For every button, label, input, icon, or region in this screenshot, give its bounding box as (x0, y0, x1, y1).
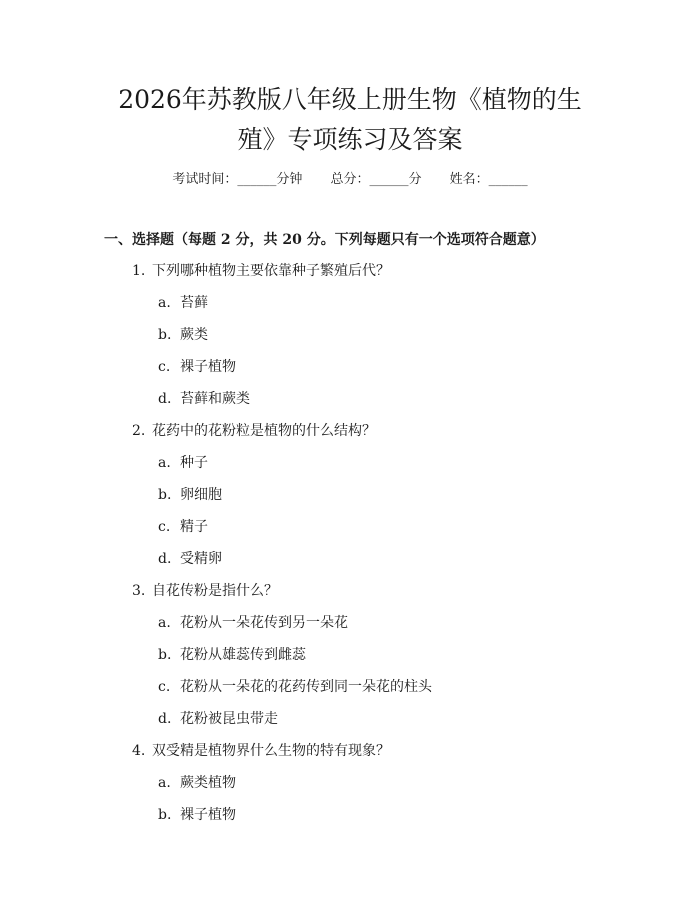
option-text: 蕨类 (180, 327, 208, 343)
option-text: 精子 (180, 519, 208, 535)
question-2-option-a (158, 452, 208, 472)
option-text: 裸子植物 (180, 359, 236, 375)
option-text: 裸子植物 (180, 807, 236, 823)
option-letter: a. (158, 295, 171, 311)
question-2-option-b (158, 484, 222, 504)
option-text: 花粉从一朵花传到另一朵花 (180, 615, 348, 631)
question-text: 自花传粉是指什么？ (152, 583, 278, 599)
exam-time: 考试时间：______分钟 (172, 172, 303, 187)
option-text: 卵细胞 (180, 487, 222, 503)
document-title (60, 80, 640, 160)
question-text: 花药中的花粉粒是植物的什么结构？ (152, 423, 376, 439)
question-number: 3. (132, 583, 146, 599)
option-text: 花粉被昆虫带走 (180, 711, 278, 727)
section-heading: 一、选择题（每题 2 分，共 20 分。下列每题只有一个选项符合题意） (104, 232, 545, 248)
question-number: 2. (132, 423, 146, 439)
question-text: 双受精是植物界什么生物的特有现象？ (152, 743, 390, 759)
option-text: 花粉从雄蕊传到雌蕊 (180, 647, 306, 663)
question-1 (132, 260, 390, 280)
option-letter: c. (158, 359, 171, 375)
question-number: 1. (132, 263, 146, 279)
option-letter: b. (158, 487, 172, 503)
option-text: 苔藓和蕨类 (180, 391, 250, 407)
total-score: 总分：______分 (330, 172, 422, 187)
student-name: 姓名：______ (449, 172, 528, 187)
option-letter: d. (158, 711, 172, 727)
question-1-option-d (158, 388, 250, 408)
option-letter: c. (158, 519, 171, 535)
question-4-option-b (158, 804, 236, 824)
option-text: 苔藓 (180, 295, 208, 311)
question-2-option-c (158, 516, 208, 536)
option-letter: b. (158, 327, 172, 343)
option-letter: b. (158, 647, 172, 663)
question-3 (132, 580, 278, 600)
option-letter: c. (158, 679, 171, 695)
option-letter: a. (158, 615, 171, 631)
question-2 (132, 420, 376, 440)
option-text: 受精卵 (180, 551, 222, 567)
option-letter: b. (158, 807, 172, 823)
exam-meta (0, 168, 700, 187)
option-letter: d. (158, 551, 172, 567)
option-letter: d. (158, 391, 172, 407)
question-number: 4. (132, 743, 146, 759)
question-2-option-d (158, 548, 222, 568)
question-3-option-c (158, 676, 432, 696)
question-3-option-b (158, 644, 306, 664)
title-line-1: 2026年苏教版八年级上册生物《植物的生 (118, 85, 582, 114)
question-4-option-a (158, 772, 236, 792)
question-text: 下列哪种植物主要依靠种子繁殖后代？ (152, 263, 390, 279)
question-4 (132, 740, 390, 760)
option-letter: a. (158, 455, 171, 471)
question-3-option-a (158, 612, 348, 632)
question-1-option-c (158, 356, 236, 376)
option-text: 种子 (180, 455, 208, 471)
option-text: 蕨类植物 (180, 775, 236, 791)
option-text: 花粉从一朵花的花药传到同一朵花的柱头 (180, 679, 432, 695)
question-1-option-a (158, 292, 208, 312)
title-line-2: 殖》专项练习及答案 (237, 125, 463, 154)
question-1-option-b (158, 324, 208, 344)
question-3-option-d (158, 708, 278, 728)
option-letter: a. (158, 775, 171, 791)
